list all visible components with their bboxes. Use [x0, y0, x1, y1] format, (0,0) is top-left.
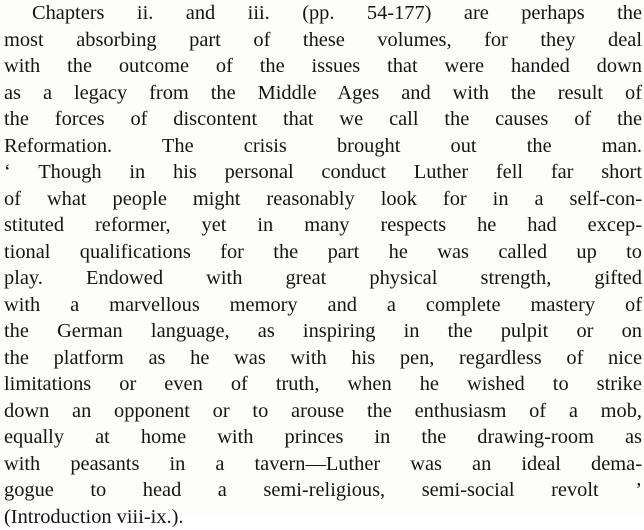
text-line-1: Chapters ii. and iii. (pp. 54-177) are perhaps the [4, 0, 642, 27]
text-line-3: with the outcome of the issues that were handed down [4, 53, 642, 80]
text-line-5: the forces of discontent that we call the causes of the [4, 106, 642, 133]
text-line-18: with peasants in a tavern—Luther was an ideal dema- [4, 451, 642, 478]
body-paragraph [4, 0, 642, 530]
text-line-16: down an opponent or to arouse the enthusiasm of a mob, [4, 398, 642, 425]
text-line-14: the platform as he was with his pen, regardless of nice [4, 345, 642, 372]
text-line-4: as a legacy from the Middle Ages and with the result of [4, 80, 642, 107]
text-line-6: Reformation. The crisis brought out the man. [4, 133, 642, 160]
text-line-20: (Introduction viii-ix.). [4, 504, 642, 530]
text-line-12: with a marvellous memory and a complete mastery of [4, 292, 642, 319]
text-line-9: stituted reformer, yet in many respects he had excep- [4, 212, 642, 239]
text-line-11: play. Endowed with great physical strength, gifted [4, 265, 642, 292]
text-line-2: most absorbing part of these volumes, for they deal [4, 27, 642, 54]
text-line-8: of what people might reasonably look for in a self-con- [4, 186, 642, 213]
text-line-13: the German language, as inspiring in the pulpit or on [4, 318, 642, 345]
text-line-15: limitations or even of truth, when he wished to strike [4, 371, 642, 398]
text-line-19: gogue to head a semi-religious, semi-social revolt ’ [4, 477, 642, 504]
text-line-10: tional qualifications for the part he was called up to [4, 239, 642, 266]
text-line-17: equally at home with princes in the drawing-room as [4, 424, 642, 451]
text-line-7: ‘ Though in his personal conduct Luther fell far short [4, 159, 642, 186]
